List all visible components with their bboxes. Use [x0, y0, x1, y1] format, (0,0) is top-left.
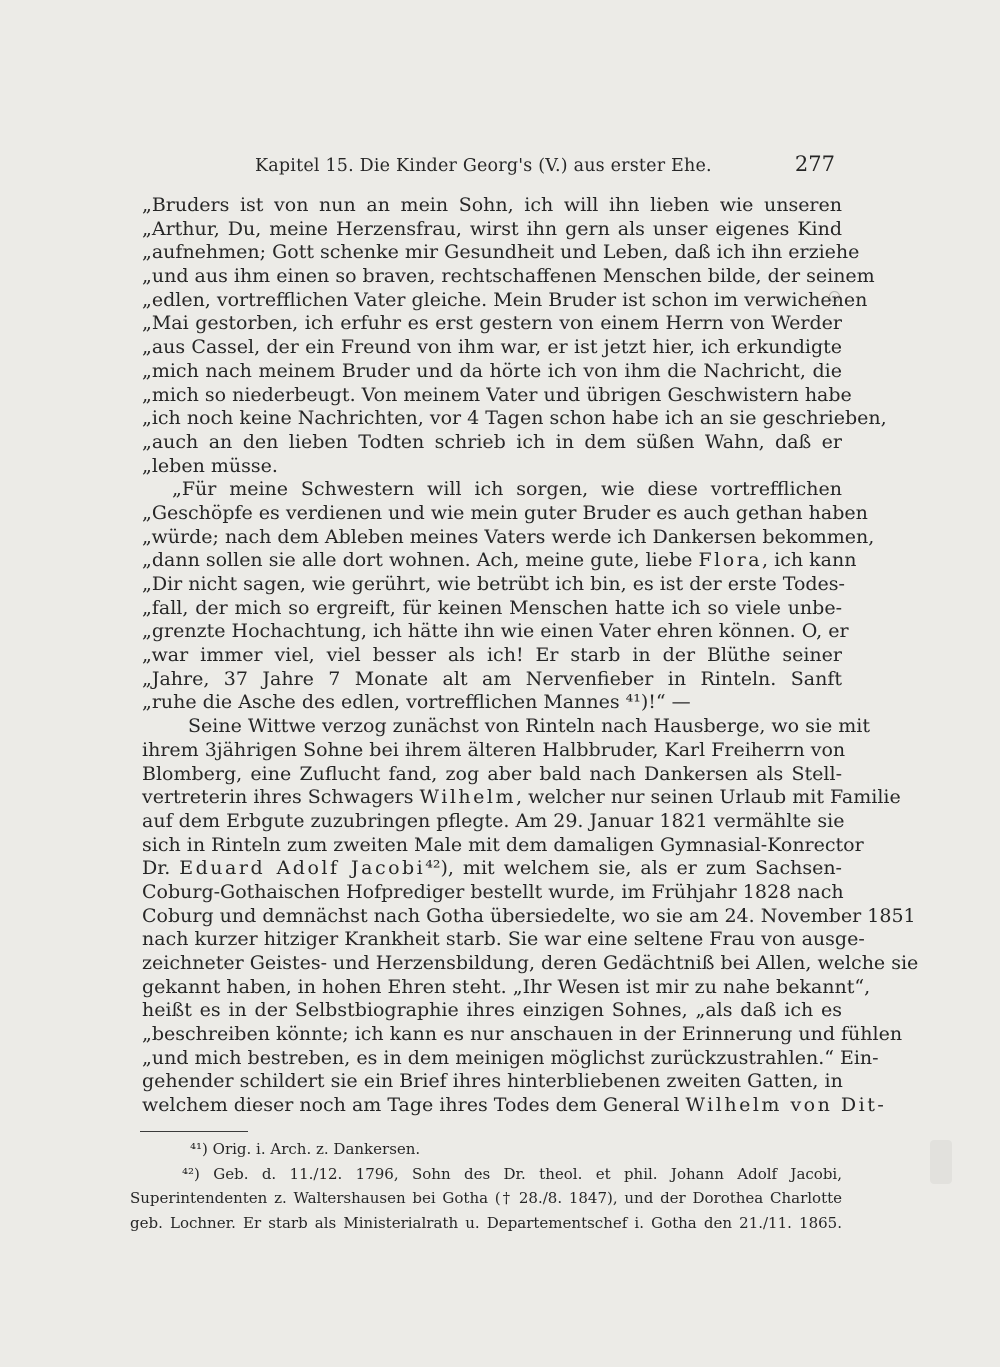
- text-line: „Mai gestorben, ich erfuhr es erst gestern von einem Herrn von Werder: [142, 312, 842, 335]
- text-line: „fall, der mich so ergreift, für keinen Menschen hatte ich so viele unbe-: [142, 596, 842, 619]
- text-line: „aus Cassel, der ein Freund von ihm war, er ist jetzt hier, ich erkundigte: [142, 336, 842, 359]
- text-line: auf dem Erbgute zuzubringen pflegte. Am 29. Januar 1821 vermählte sie: [142, 809, 845, 832]
- text-line: „und aus ihm einen so braven, rechtschaffenen Menschen bilde, der seinem: [142, 265, 875, 288]
- text-line: „Geschöpfe es verdienen und wie mein guter Bruder es auch gethan haben: [142, 501, 868, 524]
- text-line: zeichneter Geistes- und Herzensbildung, deren Gedächtniß bei Allen, welche sie: [142, 952, 919, 974]
- text-line: [142, 857, 842, 881]
- text-line: [142, 549, 857, 573]
- paper-stain: [930, 1140, 952, 1184]
- text-line: „ruhe die Asche des edlen, vortrefflichen Mannes ⁴¹)!“ —: [142, 691, 691, 714]
- text-line: [142, 786, 901, 810]
- text-line: Coburg-Gothaischen Hofprediger bestellt wurde, im Frühjahr 1828 nach: [142, 880, 844, 903]
- text-line: gehender schildert sie ein Brief ihres hinterbliebenen zweiten Gatten, in: [142, 1070, 843, 1093]
- text-line: gekannt haben, in hohen Ehren steht. „Ihr Wesen ist mir zu nahe bekannt“,: [142, 975, 871, 998]
- text-line: nach kurzer hitziger Krankheit starb. Sie war eine seltene Frau von ausge-: [142, 928, 865, 951]
- text-line: „mich nach meinem Bruder und da hörte ich von ihm die Nachricht, die: [142, 359, 842, 382]
- footnotes: [130, 1137, 842, 1235]
- text-line: „Dir nicht sagen, wie gerührt, wie betrübt ich bin, es ist der erste Todes-: [142, 573, 845, 595]
- page-number: 277: [794, 152, 835, 176]
- text-line: heißt es in der Selbstbiographie ihres einzigen Sohnes, „als daß ich es: [142, 999, 842, 1022]
- text-line: „würde; nach dem Ableben meines Vaters werde ich Dankersen bekommen,: [142, 525, 875, 548]
- text-line: „Arthur, Du, meine Herzensfrau, wirst ihn gern als unser eigenes Kind: [142, 217, 842, 240]
- text-line: Seine Wittwe verzog zunächst von Rinteln nach Hausberge, wo sie mit: [188, 715, 870, 738]
- text-segment: , ich kann: [762, 549, 857, 572]
- text-line: „ich noch keine Nachrichten, vor 4 Tagen schon habe ich an sie geschrieben,: [142, 407, 887, 430]
- name-wilhelm: Wilhelm: [419, 786, 516, 809]
- text-line: Blomberg, eine Zuflucht fand, zog aber bald nach Dankersen als Stell-: [142, 762, 842, 785]
- text-line: ihrem 3jährigen Sohne bei ihrem älteren Halbbruder, Karl Freiherrn von: [142, 738, 846, 761]
- text-line: „Bruders ist von nun an mein Sohn, ich will ihn lieben wie unseren: [142, 194, 842, 216]
- footnote-42: ⁴²) Geb. d. 11./12. 1796, Sohn des Dr. theol. et phil. Johann Adolf Jacobi,: [182, 1164, 842, 1183]
- text-segment: welchem dieser noch am Tage ihres Todes dem General: [142, 1094, 680, 1117]
- text-line: „mich so niederbeugt. Von meinem Vater und übrigen Geschwistern habe: [142, 383, 852, 406]
- text-line: „beschreiben könnte; ich kann es nur anschauen in der Erinnerung und fühlen: [142, 1023, 903, 1046]
- running-title: Kapitel 15. Die Kinder Georg's (V.) aus erster Ehe.: [255, 156, 712, 176]
- text-line: Coburg und demnächst nach Gotha übersiedelte, wo sie am 24. November 1851: [142, 904, 916, 927]
- text-segment: vertreterin ihres Schwagers: [142, 786, 414, 809]
- footnote-41: ⁴¹) Orig. i. Arch. z. Dankersen.: [190, 1140, 421, 1158]
- body-text: [142, 194, 919, 1118]
- footnote-42-cont: Superintendenten z. Waltershausen bei Gotha († 28./8. 1847), und der Dorothea Charlotte: [130, 1189, 842, 1208]
- text-line: „auch an den lieben Todten schrieb ich in dem süßen Wahn, daß er: [142, 430, 842, 453]
- footnote-rule: [140, 1131, 248, 1132]
- name-jacobi: Eduard Adolf Jacobi: [179, 857, 426, 880]
- text-line: „grenzte Hochachtung, ich hätte ihn wie einen Vater ehren können. O, er: [142, 620, 849, 643]
- name-flora: Flora: [698, 549, 763, 572]
- text-segment: , welcher nur seinen Urlaub mit Familie: [515, 786, 901, 809]
- text-line: „Für meine Schwestern will ich sorgen, wie diese vortrefflichen: [172, 478, 842, 501]
- text-line: sich in Rinteln zum zweiten Male mit dem damaligen Gymnasial-Konrector: [142, 833, 864, 856]
- text-segment: ⁴²), mit welchem sie, als er zum Sachsen-: [425, 857, 842, 880]
- name-wilhelm-von: Wilhelm von Dit-: [685, 1094, 887, 1117]
- text-line: „edlen, vortrefflichen Vater gleiche. Mein Bruder ist schon im verwichenen: [142, 288, 868, 311]
- footnote-42-cont: geb. Lochner. Er starb als Ministerialrath u. Departementschef i. Gotha den 21./11. 1865.: [130, 1213, 842, 1232]
- running-head: [255, 152, 835, 182]
- text-line: „aufnehmen; Gott schenke mir Gesundheit und Leben, daß ich ihn erziehe: [142, 241, 860, 264]
- text-segment: „dann sollen sie alle dort wohnen. Ach, meine gute, liebe: [142, 549, 693, 572]
- text-line: „und mich bestreben, es in dem meinigen möglichst zurückzustrahlen.“ Ein-: [142, 1046, 879, 1069]
- text-line: „leben müsse.: [142, 454, 278, 477]
- text-segment: Dr.: [142, 857, 171, 880]
- text-line: [142, 1094, 887, 1118]
- text-line: „Jahre, 37 Jahre 7 Monate alt am Nervenfieber in Rinteln. Sanft: [142, 667, 842, 690]
- text-line: „war immer viel, viel besser als ich! Er starb in der Blüthe seiner: [142, 644, 842, 667]
